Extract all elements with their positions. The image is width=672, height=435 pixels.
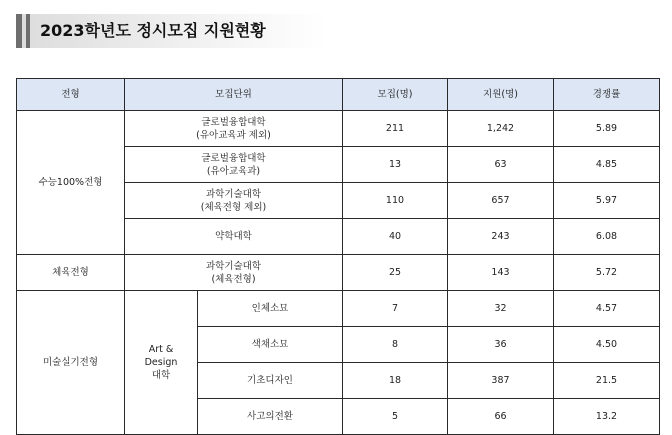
applicants-cell: 32	[448, 291, 554, 327]
quota-cell: 13	[343, 147, 448, 183]
unit-cell: 과학기술대학 (체육전형 제외)	[125, 183, 343, 219]
quota-cell: 25	[343, 255, 448, 291]
table-row	[17, 291, 660, 327]
quota-cell: 18	[343, 363, 448, 399]
unit-cell: 사고의전환	[198, 399, 343, 435]
unit-cell: 인체소묘	[198, 291, 343, 327]
admission-stats-table	[16, 78, 660, 435]
applicants-cell: 243	[448, 219, 554, 255]
ratio-cell: 13.2	[554, 399, 660, 435]
ratio-cell: 4.85	[554, 147, 660, 183]
ratio-cell: 5.89	[554, 111, 660, 147]
page-title: 2023학년도 정시모집 지원현황	[40, 21, 266, 40]
ratio-cell: 5.97	[554, 183, 660, 219]
unit-cell: 약학대학	[125, 219, 343, 255]
col-header-unit: 모집단위	[125, 79, 343, 111]
col-header-applicants: 지원(명)	[448, 79, 554, 111]
unit-cell: 과학기술대학 (체육전형)	[125, 255, 343, 291]
col-header-quota: 모집(명)	[343, 79, 448, 111]
table-header-row	[17, 79, 660, 111]
quota-cell: 5	[343, 399, 448, 435]
applicants-cell: 387	[448, 363, 554, 399]
group-suneung: 수능100%전형	[17, 111, 125, 255]
applicants-cell: 36	[448, 327, 554, 363]
table-row	[17, 255, 660, 291]
col-header-type: 전형	[17, 79, 125, 111]
applicants-cell: 657	[448, 183, 554, 219]
applicants-cell: 1,242	[448, 111, 554, 147]
quota-cell: 7	[343, 291, 448, 327]
quota-cell: 110	[343, 183, 448, 219]
col-header-ratio: 경쟁률	[554, 79, 660, 111]
quota-cell: 8	[343, 327, 448, 363]
ratio-cell: 21.5	[554, 363, 660, 399]
ratio-cell: 6.08	[554, 219, 660, 255]
ratio-cell: 4.50	[554, 327, 660, 363]
table-row	[17, 111, 660, 147]
unit-cell: 글로벌융합대학 (유아교육과)	[125, 147, 343, 183]
unit-cell: 기초디자인	[198, 363, 343, 399]
unit-cell: 글로벌융합대학 (유아교육과 제외)	[125, 111, 343, 147]
quota-cell: 211	[343, 111, 448, 147]
ratio-cell: 4.57	[554, 291, 660, 327]
group-art: 미술실기전형	[17, 291, 125, 435]
group-sports: 체육전형	[17, 255, 125, 291]
title-marker	[16, 14, 22, 48]
ratio-cell: 5.72	[554, 255, 660, 291]
applicants-cell: 66	[448, 399, 554, 435]
applicants-cell: 63	[448, 147, 554, 183]
title-marker-thin	[26, 14, 30, 48]
art-college-cell: Art & Design 대학	[125, 291, 198, 435]
quota-cell: 40	[343, 219, 448, 255]
applicants-cell: 143	[448, 255, 554, 291]
unit-cell: 색채소묘	[198, 327, 343, 363]
